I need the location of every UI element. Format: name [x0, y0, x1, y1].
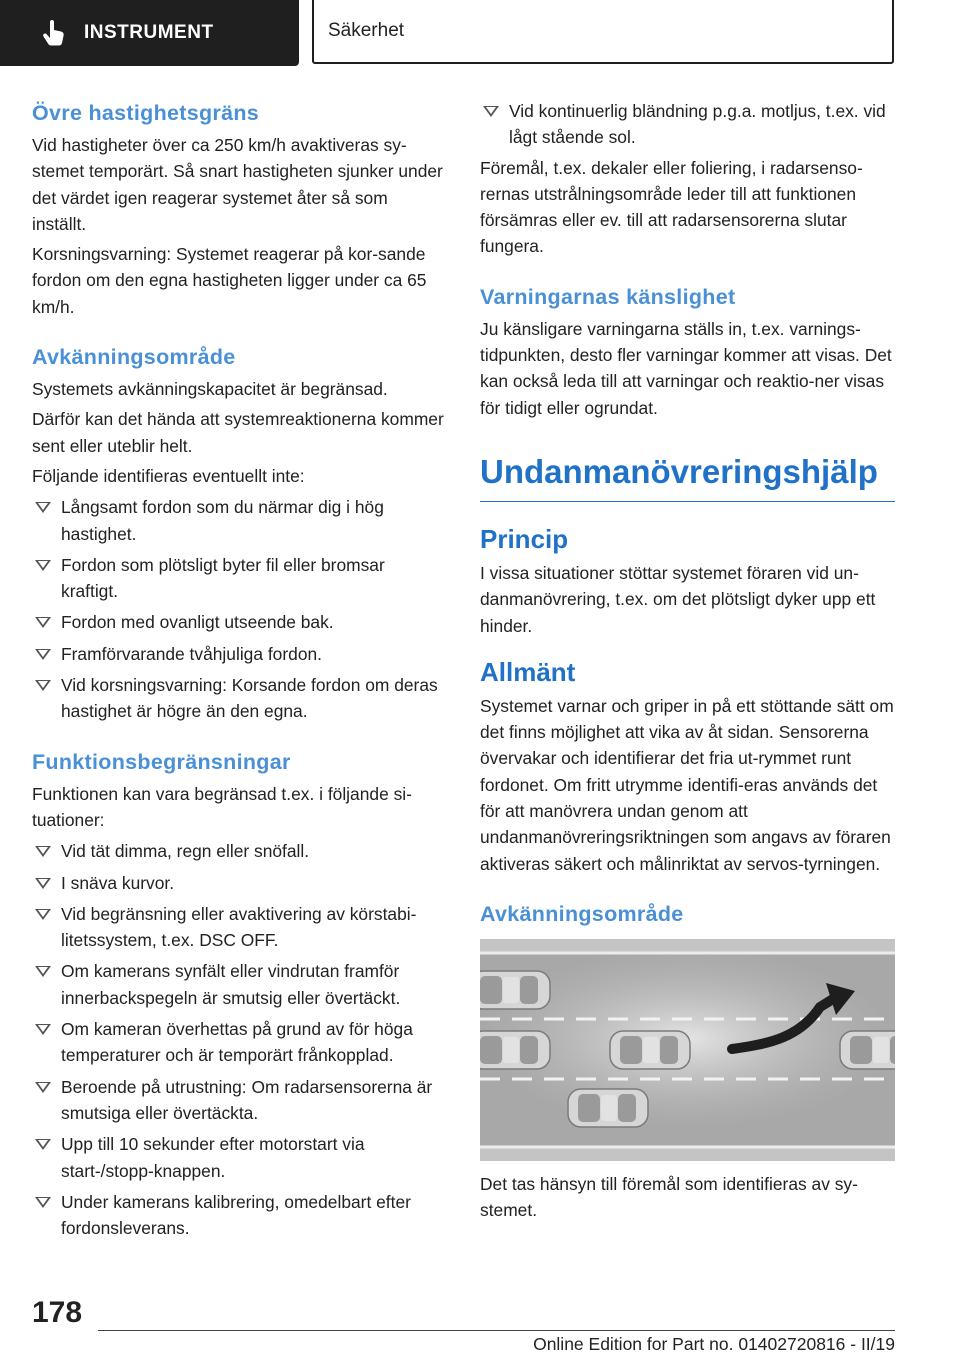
paragraph: Därför kan det hända att systemreaktionerna kommer sent eller uteblir helt. — [32, 409, 444, 456]
triangle-bullet-icon — [35, 560, 51, 571]
heading-principle: Princip — [480, 523, 569, 554]
list-item: Vid kontinuerlig bländning p.g.a. motljus, t.ex. vid lågt stående sol. — [480, 98, 895, 151]
paragraph: Korsningsvarning: Systemet reagerar på kor-sande fordon om den egna hastigheten ligger under ca 65 km/h. — [32, 244, 427, 317]
evasion-assist-diagram — [480, 939, 895, 1161]
right-column — [480, 98, 895, 1224]
list-item: Vid korsningsvarning: Korsande fordon om deras hastighet är högre än den egna. — [32, 672, 446, 725]
list-item: Beroende på utrustning: Om radarsensorerna är smutsiga eller övertäckta. — [32, 1074, 446, 1127]
triangle-bullet-icon — [35, 502, 51, 513]
triangle-bullet-icon — [35, 649, 51, 660]
paragraph: Systemets avkänningskapacitet är begränsad. — [32, 379, 388, 400]
list-item: Fordon med ovanligt utseende bak. — [32, 609, 446, 635]
list-item: Framförvarande tvåhjuliga fordon. — [32, 641, 446, 667]
paragraph: I vissa situationer stöttar systemet föraren vid un-danmanövrering, t.ex. om det plötsligt dyker upp ett hinder. — [480, 562, 876, 636]
paragraph: Funktionen kan vara begränsad t.ex. i följande si-tuationer: — [32, 783, 412, 830]
list-item: I snäva kurvor. — [32, 870, 446, 896]
list-item: Om kameran överhettas på grund av för höga temperaturer och är temporärt frånkopplad. — [32, 1016, 446, 1069]
paragraph: Följande identifieras eventuellt inte: — [32, 465, 305, 486]
triangle-bullet-icon — [35, 966, 51, 977]
section-tab — [0, 0, 299, 66]
triangle-bullet-icon — [35, 1197, 51, 1208]
heading-detection-range: Avkänningsområde — [480, 901, 684, 926]
list-item: Vid begränsning eller avaktivering av körstabi-litetssystem, t.ex. DSC OFF. — [32, 901, 446, 954]
page-number: 178 — [32, 1296, 83, 1329]
paragraph: Vid hastigheter över ca 250 km/h avaktiveras sy-stemet temporärt. Så snart hastigheten sjunker under det värdet igen reagerar systemet åter så som inställt. — [32, 135, 443, 234]
paragraph: Ju känsligare varningarna ställs in, t.ex. varnings-tidpunkten, desto fler varningar kommer att visas. Det kan också leda till att varningar och reaktio-ner visas för tidigt eller ogrundat. — [480, 318, 892, 418]
page-header — [0, 0, 960, 66]
list-item: Fordon som plötsligt byter fil eller bromsar kraftigt. — [32, 552, 446, 605]
triangle-bullet-icon — [35, 1139, 51, 1150]
triangle-bullet-icon — [35, 1082, 51, 1093]
left-column — [32, 98, 446, 1241]
footer-divider — [98, 1330, 895, 1331]
triangle-bullet-icon — [35, 617, 51, 628]
section-label: INSTRUMENT — [84, 22, 214, 43]
bullet-list — [32, 838, 446, 1241]
heading-upper-speed-limit: Övre hastighetsgräns — [32, 101, 260, 125]
triangle-bullet-icon — [483, 106, 499, 117]
list-item: Upp till 10 sekunder efter motorstart via start-/stopp-knappen. — [32, 1131, 446, 1184]
paragraph: Systemet varnar och griper in på ett stöttande sätt om det finns möjlighet att vika av åt sidan. Sensorerna övervakar och identifierar det fria ut-rymmet runt fordonet. Om fritt utrymme identifi-eras används det för att manövrera undan genom att undanmanövreringsriktningen som angavs av föraren aktiveras säkert och målinriktat av servos-tyrningen. — [480, 695, 894, 874]
triangle-bullet-icon — [35, 680, 51, 691]
paragraph: Föremål, t.ex. dekaler eller foliering, i radarsenso-rernas utstrålningsområde leder till att funktionen försämras eller ev. till att radarsensorerna slutar fungera. — [480, 157, 863, 257]
list-item: Långsamt fordon som du närmar dig i hög hastighet. — [32, 494, 446, 547]
chapter-title: Undanmanövreringshjälp — [480, 451, 895, 502]
edition-note: Online Edition for Part no. 01402720816 - II/19 — [533, 1334, 895, 1354]
heading-general: Allmänt — [480, 656, 576, 687]
bullet-list — [480, 98, 895, 151]
triangle-bullet-icon — [35, 1024, 51, 1035]
triangle-bullet-icon — [35, 846, 51, 857]
heading-detection-range: Avkänningsområde — [32, 345, 236, 370]
heading-warning-sensitivity: Varningarnas känslighet — [480, 284, 736, 309]
hand-pointer-icon — [42, 20, 66, 46]
bullet-list — [32, 494, 446, 724]
figure-caption: Det tas hänsyn till föremål som identifieras av sy-stemet. — [480, 1173, 858, 1221]
triangle-bullet-icon — [35, 909, 51, 920]
list-item: Vid tät dimma, regn eller snöfall. — [32, 838, 446, 864]
list-item: Under kamerans kalibrering, omedelbart efter fordonsleverans. — [32, 1189, 446, 1242]
chapter-label: Säkerhet — [328, 20, 405, 41]
heading-function-limits: Funktionsbegränsningar — [32, 749, 291, 774]
triangle-bullet-icon — [35, 878, 51, 889]
list-item: Om kamerans synfält eller vindrutan framför innerbackspegeln är smutsig eller övertäckt. — [32, 958, 446, 1011]
chapter-tab — [312, 0, 894, 64]
